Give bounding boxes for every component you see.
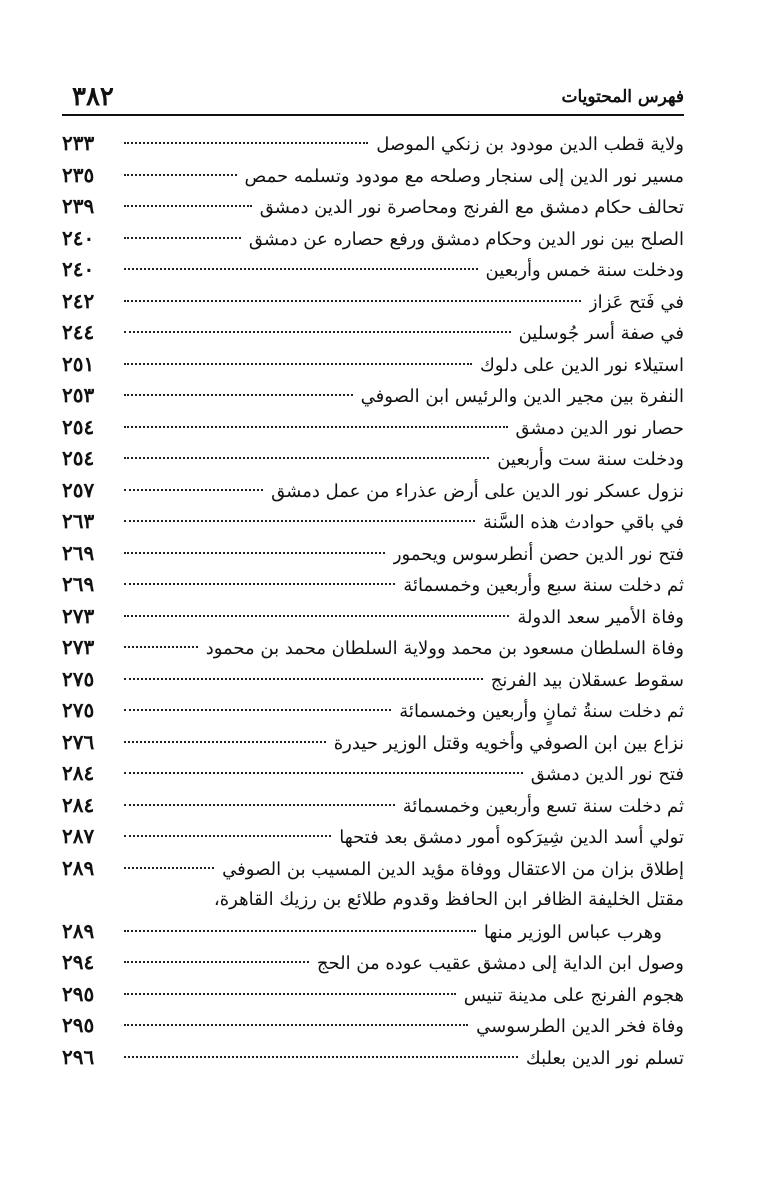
toc-entry-title: وفاة الأمير سعد الدولة [517, 606, 684, 628]
dot-leader [124, 741, 326, 743]
toc-entry [62, 191, 684, 223]
dot-leader [124, 961, 309, 963]
toc-entry-title: سقوط عسقلان بيد الفرنج [490, 669, 684, 691]
toc-entry [62, 349, 684, 381]
toc-entry [62, 884, 684, 916]
section-title: فهرس المحتويات [561, 87, 684, 107]
toc-entry-title: هجوم الفرنج على مدينة تنيس [463, 984, 684, 1006]
toc-entry-page-number: ٢٧٣ [62, 603, 95, 628]
toc-entry-page-number: ٢٥٧ [62, 477, 95, 502]
toc-entry-title: في صفة أسر جُوسلين [518, 323, 684, 344]
toc-entry [62, 412, 684, 444]
toc-entry [62, 853, 684, 885]
toc-entry-page-number: ٢٤٢ [62, 288, 95, 313]
toc-entry-page-number: ٢٨٧ [62, 824, 95, 848]
toc-entry [62, 664, 684, 696]
dot-leader [124, 552, 385, 554]
toc-entry [62, 475, 684, 507]
toc-entry [62, 695, 684, 727]
toc-entry-title: الصلح بين نور الدين وحكام دمشق ورفع حصاره عن دمشق [248, 228, 684, 250]
toc-entry-title: نزاع بين ابن الصوفي وأخويه وقتل الوزير حيدرة [333, 732, 684, 754]
toc-entry [62, 538, 684, 570]
toc-entry-title: فتح نور الدين حصن أنطرسوس ويحمور [392, 543, 684, 565]
toc-entry [62, 632, 684, 664]
page [62, 80, 684, 1073]
dot-leader [124, 331, 511, 333]
toc-entry-page-number: ٢٦٩ [62, 540, 95, 565]
toc-entry-page-number: ٢٩٥ [62, 1013, 95, 1037]
toc-entry-title: تحالف حكام دمشق مع الفرنج ومحاصرة نور الدين دمشق [259, 197, 684, 218]
toc-entry-title: استيلاء نور الدين على دلوك [479, 354, 684, 376]
toc-entry-page-number: ٢٨٩ [62, 855, 95, 880]
toc-entry-title: ودخلت سنة ست وأربعين [497, 449, 684, 470]
toc-entry [62, 160, 684, 192]
toc-entry-title: ولاية قطب الدين مودود بن زنكي الموصل [376, 134, 684, 155]
toc-entry-title: النفرة بين مجير الدين والرئيس ابن الصوفي [360, 386, 684, 407]
dot-leader [124, 615, 509, 617]
dot-leader [124, 300, 581, 302]
toc-entry-page-number: ٢٨٤ [62, 792, 95, 817]
toc-entry-title: وصول ابن الداية إلى دمشق عقيب عوده من الحج [316, 953, 684, 974]
page-number: ٣٨٢ [72, 82, 114, 112]
dot-leader [124, 709, 391, 711]
toc-entry [62, 128, 684, 160]
dot-leader [124, 142, 368, 144]
toc-entry-title: وفاة السلطان مسعود بن محمد وولاية السلطان محمد بن محمود [205, 638, 684, 659]
dot-leader [124, 237, 241, 239]
toc-entry-page-number: ٢٣٩ [62, 194, 95, 218]
toc-entry [62, 317, 684, 349]
dot-leader [124, 646, 198, 648]
toc-entry-title: تسلم نور الدين بعلبك [525, 1047, 684, 1069]
toc-entry-title: إطلاق بزان من الاعتقال ووفاة مؤيد الدين المسيب بن الصوفي [222, 858, 684, 880]
toc-entry-page-number: ٢٥٤ [62, 446, 95, 470]
toc-entry [62, 758, 684, 790]
toc-entry-title: وهرب عباس الوزير منها [483, 921, 662, 943]
toc-entry-page-number: ٢٨٩ [62, 918, 95, 943]
toc-entry-page-number: ٢٥٤ [62, 414, 95, 439]
toc-entry [62, 569, 684, 601]
toc-entry-page-number: ٢٧٣ [62, 635, 95, 659]
toc-entry [62, 223, 684, 255]
toc-entry-page-number: ٢٧٦ [62, 729, 95, 754]
dot-leader [124, 993, 456, 995]
dot-leader [124, 804, 395, 806]
toc-entry [62, 790, 684, 822]
dot-leader [124, 363, 472, 365]
toc-entry-page-number: ٢٩٤ [62, 950, 95, 974]
dot-leader [124, 583, 395, 585]
toc-entry-title: ثم دخلت سنةُ ثمانٍ وأربعين وخمسمائة [399, 701, 684, 722]
dot-leader [124, 1024, 468, 1026]
toc-entry-page-number: ٢٥١ [62, 351, 95, 376]
dot-leader [124, 489, 263, 491]
toc-entry [62, 443, 684, 475]
toc-entry-page-number: ٢٧٥ [62, 666, 95, 691]
toc-entry-title: نزول عسكر نور الدين على أرض عذراء من عمل دمشق [271, 480, 684, 502]
toc-entry-title: ثم دخلت سنة تسع وأربعين وخمسمائة [402, 795, 684, 817]
dot-leader [124, 426, 508, 428]
table-of-contents [62, 128, 684, 1073]
dot-leader [124, 835, 331, 837]
toc-entry-title: حصار نور الدين دمشق [515, 417, 684, 439]
toc-entry [62, 254, 684, 286]
toc-entry [62, 821, 684, 853]
dot-leader [124, 268, 478, 270]
toc-entry-title: ودخلت سنة خمس وأربعين [485, 260, 684, 281]
toc-entry [62, 380, 684, 412]
dot-leader [124, 174, 237, 176]
toc-entry-title: مسير نور الدين إلى سنجار وصلحه مع مودود وتسلمه حمص [244, 165, 684, 187]
dot-leader [124, 867, 214, 869]
toc-entry [62, 1010, 684, 1042]
dot-leader [124, 457, 489, 459]
toc-entry-page-number: ٢٣٣ [62, 131, 95, 155]
toc-entry-page-number: ٢٩٥ [62, 981, 95, 1006]
toc-entry-title: وفاة فخر الدين الطرسوسي [476, 1016, 684, 1037]
toc-entry-title: ثم دخلت سنة سبع وأربعين وخمسمائة [403, 575, 684, 596]
toc-entry [62, 1042, 684, 1074]
toc-entry-title: تولي أسد الدين شِيرَكوه أمور دمشق بعد فتحها [339, 827, 684, 848]
toc-entry [62, 727, 684, 759]
toc-entry [62, 947, 684, 979]
toc-entry-page-number: ٢٦٣ [62, 509, 95, 533]
toc-entry [62, 916, 684, 948]
toc-entry [62, 286, 684, 318]
dot-leader [124, 394, 353, 396]
dot-leader [124, 1056, 518, 1058]
toc-entry-page-number: ٢٣٥ [62, 162, 95, 187]
dot-leader [124, 772, 523, 774]
dot-leader [124, 520, 475, 522]
toc-entry-title: في باقي حوادث هذه السَّنة [483, 512, 684, 533]
dot-leader [124, 678, 483, 680]
toc-entry [62, 506, 684, 538]
toc-entry-page-number: ٢٥٣ [62, 383, 95, 407]
toc-entry-title: في فَتح عَزاز [588, 291, 684, 313]
toc-entry-page-number: ٢٤٠ [62, 225, 95, 250]
toc-entry-page-number: ٢٤٠ [62, 257, 95, 281]
toc-entry [62, 601, 684, 633]
toc-entry-title: فتح نور الدين دمشق [530, 764, 684, 785]
dot-leader [124, 930, 476, 932]
toc-entry-page-number: ٢٨٤ [62, 761, 95, 785]
toc-entry-page-number: ٢٤٤ [62, 320, 95, 344]
dot-leader [124, 205, 252, 207]
toc-entry-page-number: ٢٦٩ [62, 572, 95, 596]
running-header [62, 80, 684, 116]
toc-entry-page-number: ٢٩٦ [62, 1044, 95, 1069]
toc-entry [62, 979, 684, 1011]
toc-entry-title: مقتل الخليفة الظافر ابن الحافظ وقدوم طلائع بن رزيك القاهرة، [213, 889, 684, 910]
toc-entry-page-number: ٢٧٥ [62, 698, 95, 722]
